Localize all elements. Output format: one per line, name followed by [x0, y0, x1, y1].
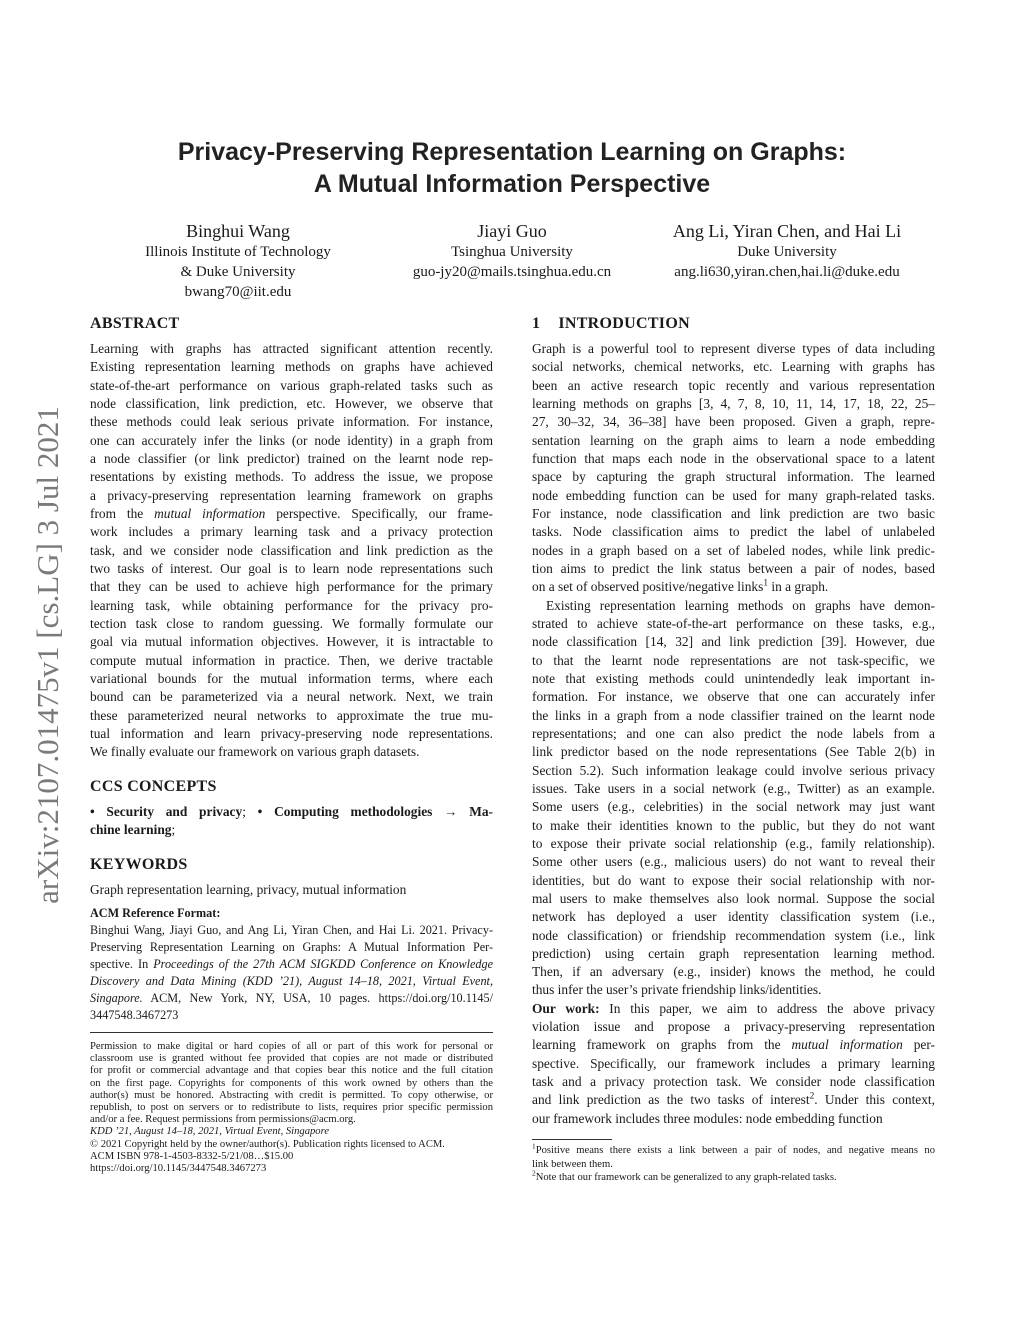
text-line	[532, 1091, 935, 1109]
reference-format-body	[90, 922, 493, 1024]
author-affiliation: & Duke University	[180, 264, 296, 280]
text-line	[90, 633, 493, 651]
text-line	[90, 1126, 493, 1138]
title-line: Privacy-Preserving Representation Learning on Graphs:	[177, 138, 847, 166]
introduction-heading	[532, 315, 935, 333]
text-line	[532, 597, 935, 615]
text-segment: link between them.	[532, 1158, 613, 1170]
text-segment: KDD ’21, August 14–18, 2021, Virtual Event, Singapore	[90, 1126, 330, 1138]
divider	[90, 1032, 493, 1033]
text-segment: https://doi.org/10.1145/3447548.3467273	[90, 1162, 267, 1174]
section-title: INTRODUCTION	[558, 315, 690, 332]
author-affiliation: Tsinghua University	[451, 244, 573, 260]
text-line	[532, 688, 935, 706]
text-line	[532, 1073, 935, 1091]
text-line	[90, 821, 493, 839]
text-segment: issues. Take users in a social network (e.g., Twitter) as an example.	[532, 780, 935, 796]
footnotes	[532, 1141, 935, 1185]
text-line	[532, 432, 935, 450]
text-segment: resentations by existing methods. To address the issue, we propose	[90, 469, 493, 485]
arxiv-stamp: arXiv:2107.01475v1 [cs.LG] 3 Jul 2021	[30, 406, 65, 904]
text-line	[532, 450, 935, 468]
text-line	[532, 835, 935, 853]
text-line	[90, 560, 493, 578]
text-line	[532, 798, 935, 816]
text-segment: node classification) or friendship recommendation system (i.e., link	[532, 927, 935, 943]
text-segment: Section 5.2). Such information leakage could involve serious privacy	[532, 762, 935, 778]
ccs-body	[90, 803, 493, 840]
text-line	[90, 652, 493, 670]
author-name: Binghui Wang	[186, 221, 290, 241]
text-segment: that they can be used to achieve high performance for the primary	[90, 579, 493, 595]
text-segment: on the first page. Copyrights for components of this work owned by others than the	[90, 1077, 493, 1089]
text-segment: these parameterized neural networks to approximate the true mu-	[90, 707, 493, 723]
text-line	[90, 523, 493, 541]
text-line	[90, 1041, 493, 1053]
text-line	[90, 413, 493, 431]
text-segment: tection task close to random guessing. We formally formulate our	[90, 615, 493, 631]
ccs-heading: CCS CONCEPTS	[90, 778, 217, 795]
text-line	[90, 578, 493, 596]
text-segment: bound can be parameterized via a neural network. Next, we train	[90, 689, 493, 705]
text-segment: variational bounds for the mutual information terms, where each	[90, 670, 493, 686]
text-line	[90, 1151, 493, 1163]
text-segment: Then, if an adversary (e.g., insider) knows the method, he could	[532, 964, 935, 980]
text-line	[90, 597, 493, 615]
text-line	[90, 340, 493, 358]
text-segment: node embedding function can be used for many graph-related tasks.	[532, 487, 935, 503]
text-segment: learning methods on graphs [3, 4, 7, 8, 10, 11, 14, 17, 18, 22, 25–	[532, 395, 935, 411]
text-segment: 3447548.3467273	[90, 1008, 179, 1022]
text-line	[90, 973, 493, 990]
text-line	[90, 688, 493, 706]
text-line	[90, 1102, 493, 1114]
text-segment: to that the learnt node representations are not task-specific, we	[532, 652, 935, 668]
text-line	[90, 615, 493, 633]
text-segment: link predictor based on the node representations (See Table 2(b) in	[532, 744, 935, 760]
text-line	[90, 395, 493, 413]
text-segment: violation issue and propose a privacy-preserving representation	[532, 1019, 935, 1035]
text-segment: social networks, chemical networks, etc. Learning with graphs has	[532, 359, 935, 375]
text-segment: ;	[242, 804, 258, 819]
text-segment: ACM ISBN 978-1-4503-8332-5/21/08…$15.00	[90, 1150, 294, 1162]
text-segment: Preserving Representation Learning on Graphs: A Mutual Information Per-	[90, 940, 493, 954]
text-line	[90, 803, 493, 821]
text-segment: 1	[532, 1141, 536, 1151]
text-segment: 2	[809, 1091, 815, 1102]
text-segment: compute mutual information in practice. Then, we derive tractable	[90, 652, 493, 668]
footnote-divider	[532, 1139, 612, 1140]
text-segment: mutual information	[791, 1037, 903, 1053]
introduction-body	[532, 340, 935, 1128]
text-segment: . Under this context,	[814, 1092, 935, 1108]
text-segment: Note that our framework can be generalized to any graph-related tasks.	[535, 1172, 837, 1183]
text-line	[90, 450, 493, 468]
text-segment: from the	[90, 505, 155, 521]
text-line	[532, 1036, 935, 1054]
text-segment: identities, but do want to expose their social relationship with nor-	[532, 872, 935, 888]
text-line	[90, 1053, 493, 1065]
text-line	[90, 432, 493, 450]
author-block	[637, 220, 937, 282]
text-segment: note that existing methods could unintendedly leak important in-	[532, 670, 935, 686]
text-line	[532, 358, 935, 376]
section-number: 1	[532, 315, 541, 332]
text-line	[90, 707, 493, 725]
text-line	[532, 578, 935, 596]
text-line	[532, 505, 935, 523]
text-line	[532, 853, 935, 871]
text-segment: spective. Specifically, our framework includes a primary learning	[532, 1055, 935, 1071]
text-segment: Existing representation learning methods on graphs have achieved	[90, 359, 493, 375]
text-segment: ACM, New York, NY, USA, 10 pages. https://doi.org/10.1145/	[142, 991, 493, 1005]
text-segment: Proceedings of the 27th ACM SIGKDD Conference on Knowledge	[153, 957, 493, 971]
text-segment: 27, 30–32, 34, 36–38] have been proposed. Given a graph, repre-	[532, 414, 935, 430]
text-line	[532, 560, 935, 578]
text-segment: • Security and privacy	[90, 804, 243, 819]
text-line	[90, 505, 493, 523]
text-segment: Permission to make digital or hard copies of all or part of this work for personal or	[90, 1041, 493, 1052]
text-line	[532, 762, 935, 780]
text-segment: ;	[171, 822, 176, 838]
text-segment: tasks. Node classification aims to predict the label of unlabeled	[532, 524, 935, 540]
text-line	[532, 945, 935, 963]
text-segment: perspective. Specifically, our frame-	[265, 505, 493, 521]
text-line	[532, 725, 935, 743]
text-segment: Graph representation learning, privacy, mutual information	[90, 882, 407, 897]
text-segment: nodes in a graph based on a set of labeled nodes, while link predic-	[532, 542, 935, 558]
text-segment: thus infer the user’s private friendship links/identities.	[532, 982, 822, 998]
text-line	[532, 1110, 935, 1128]
text-line	[90, 542, 493, 560]
text-line	[532, 340, 935, 358]
text-line	[532, 963, 935, 981]
text-line	[532, 468, 935, 486]
text-line	[90, 1114, 493, 1126]
text-segment: sentation learning on the graph aims to learn a node embedding	[532, 432, 935, 448]
text-line	[532, 1158, 935, 1172]
text-line	[532, 981, 935, 999]
text-line	[90, 1078, 493, 1090]
text-segment: republish, to post on servers or to redistribute to lists, requires prior specific permission	[90, 1101, 493, 1113]
text-segment: node classification, link prediction, etc. However, we observe that	[90, 395, 493, 411]
permission-notice	[90, 1041, 493, 1175]
text-line	[90, 1007, 493, 1024]
text-segment: state-of-the-art performance on various graph-related tasks such as	[90, 377, 493, 393]
text-line	[532, 670, 935, 688]
text-line	[90, 1139, 493, 1151]
text-line	[532, 1055, 935, 1073]
text-line	[532, 908, 935, 926]
keywords-body	[90, 881, 493, 899]
text-segment: chine learning	[90, 822, 172, 838]
text-segment: 2	[532, 1168, 536, 1178]
text-line	[532, 413, 935, 431]
text-segment: two tasks of interest. Our goal is to learn node representations such	[90, 560, 493, 576]
text-line	[90, 1090, 493, 1102]
text-segment: goal via mutual information objectives. However, it is intractable to	[90, 634, 493, 650]
text-line	[532, 542, 935, 560]
text-segment: a node classifier (or link predictor) trained on the learnt node rep-	[90, 450, 493, 466]
author-email: guo-jy20@mails.tsinghua.edu.cn	[412, 264, 612, 280]
title-line: A Mutual Information Perspective	[313, 170, 711, 198]
author-name: Jiayi Guo	[477, 221, 547, 241]
text-segment: 1	[763, 578, 768, 589]
text-segment: Graph is a powerful tool to represent diverse types of data including	[532, 341, 935, 356]
text-segment: author(s) must be honored. Abstracting with credit is permitted. To copy otherwise, or	[90, 1089, 493, 1101]
text-line	[532, 817, 935, 835]
text-segment: mal users to make themselves also look normal. Suppose the social	[532, 890, 935, 906]
text-line	[90, 922, 493, 939]
text-segment: classroom use is granted without fee provided that copies are not made or distributed	[90, 1053, 493, 1065]
text-segment: space by capturing the graph structural information. The learned	[532, 469, 935, 485]
text-line	[90, 881, 493, 899]
text-segment: our framework includes three modules: node embedding function	[532, 1110, 883, 1126]
text-segment: task, and we consider node classification and link prediction as the	[90, 542, 493, 558]
text-line	[532, 743, 935, 761]
text-line	[90, 1163, 493, 1175]
text-segment: tual information and learn privacy-preserving node representations.	[90, 725, 493, 741]
text-line	[532, 1018, 935, 1036]
author-email: ang.li630,yiran.chen,hai.li@duke.edu	[674, 264, 900, 280]
text-line	[532, 927, 935, 945]
text-line	[532, 890, 935, 908]
text-segment: For instance, node classification and link prediction are two basic	[532, 505, 935, 521]
reference-format-heading: ACM Reference Format:	[90, 906, 221, 920]
abstract-body	[90, 340, 493, 762]
text-segment: Binghui Wang, Jiayi Guo, and Ang Li, Yiran Chen, and Hai Li. 2021. Privacy-	[90, 923, 493, 937]
text-segment: Some users (e.g., celebrities) in the social network may just want	[532, 799, 935, 815]
text-line	[90, 725, 493, 743]
text-line	[90, 743, 493, 761]
text-line	[90, 358, 493, 376]
text-line	[90, 468, 493, 486]
text-segment: learning framework on graphs from the	[532, 1037, 792, 1053]
text-segment: • Computing methodologies → Ma-	[257, 804, 493, 819]
text-segment: one can accurately infer the links (or node identity) in a graph from	[90, 432, 493, 448]
text-segment: mutual information	[154, 505, 266, 521]
text-line	[532, 1141, 935, 1158]
text-line	[90, 990, 493, 1007]
text-segment: spective. In	[90, 957, 154, 971]
text-line	[532, 780, 935, 798]
text-line	[90, 1065, 493, 1077]
text-segment: a privacy-preserving representation learning framework on graphs	[90, 487, 493, 503]
text-line	[532, 633, 935, 651]
text-segment: Singapore.	[90, 991, 143, 1005]
text-segment: network has deployed a user identity classification system (i.e.,	[532, 909, 935, 925]
text-line	[90, 377, 493, 395]
text-segment: been an active research topic recently and various representation	[532, 377, 935, 393]
text-line	[532, 615, 935, 633]
text-segment: task and a privacy protection task. We consider node classification	[532, 1074, 935, 1090]
text-segment: Some other users (e.g., malicious users) do not want to reveal their	[532, 854, 935, 870]
text-segment: formation. For instance, we observe that one can accurately infer	[532, 689, 935, 705]
text-line	[532, 707, 935, 725]
text-line	[90, 939, 493, 956]
text-segment: these methods could leak serious private information. For instance,	[90, 414, 493, 430]
text-segment: and link prediction as the two tasks of interest	[532, 1092, 810, 1108]
text-line	[532, 523, 935, 541]
author-name: Ang Li, Yiran Chen, and Hai Li	[672, 221, 902, 241]
text-line	[532, 652, 935, 670]
text-line	[532, 1168, 935, 1185]
text-segment: We finally evaluate our framework on various graph datasets.	[90, 744, 420, 760]
text-line	[90, 487, 493, 505]
text-line	[532, 1000, 935, 1018]
text-line	[532, 872, 935, 890]
text-segment: In this paper, we aim to address the above privacy	[599, 1000, 935, 1016]
author-affiliation: Duke University	[737, 244, 837, 260]
text-segment: prediction) using certain graph representation learning method.	[532, 945, 935, 961]
text-segment: and/or a fee. Request permissions from permissions@acm.org.	[90, 1114, 356, 1126]
text-line	[90, 670, 493, 688]
text-segment: Our work:	[532, 1000, 600, 1016]
text-segment: learning task, while obtaining performance for the privacy pro-	[90, 597, 493, 613]
author-affiliation: Illinois Institute of Technology	[145, 244, 331, 260]
text-line	[532, 487, 935, 505]
text-segment: on a set of observed positive/negative links	[532, 579, 764, 595]
text-line	[90, 956, 493, 973]
author-block	[362, 220, 662, 282]
text-segment: Learning with graphs has attracted significant attention recently.	[90, 341, 493, 356]
text-segment: Discovery and Data Mining (KDD ’21), August 14–18, 2021, Virtual Event,	[90, 974, 493, 988]
author-block	[88, 220, 388, 302]
text-segment: to make their identities known to the public, but they do not want	[532, 817, 935, 833]
text-segment: per-	[902, 1037, 935, 1053]
author-email: bwang70@iit.edu	[184, 284, 292, 300]
text-segment: work includes a primary learning task and a privacy protection	[90, 524, 493, 540]
text-segment: the links in a graph from a node classifier trained on the learnt node	[532, 707, 935, 723]
text-segment: in a graph.	[768, 579, 829, 595]
text-segment: representations; and one can also predict the node labels from a	[532, 725, 935, 741]
text-segment: strated to achieve state-of-the-art performance on these tasks, e.g.,	[532, 615, 935, 631]
text-segment: for profit or commercial advantage and that copies bear this notice and the full citation	[90, 1065, 493, 1077]
text-segment: tion aims to predict the link status between a pair of nodes, based	[532, 560, 935, 576]
abstract-heading: ABSTRACT	[90, 315, 180, 332]
text-segment: Existing representation learning methods on graphs have demon-	[546, 597, 935, 613]
text-segment: function that maps each node in the observational space to a latent	[532, 450, 935, 466]
text-line	[532, 395, 935, 413]
text-segment: © 2021 Copyright held by the owner/author(s). Publication rights licensed to ACM.	[90, 1138, 445, 1150]
text-segment: to expose their private social relationship (e.g., family relationship).	[532, 835, 935, 851]
text-line	[532, 377, 935, 395]
text-segment: Positive means there exists a link between a pair of nodes, and negative means no	[535, 1145, 935, 1156]
keywords-heading: KEYWORDS	[90, 856, 188, 873]
text-segment: node classification [14, 32] and link prediction [39]. However, due	[532, 634, 935, 650]
paper-title	[0, 136, 1024, 200]
